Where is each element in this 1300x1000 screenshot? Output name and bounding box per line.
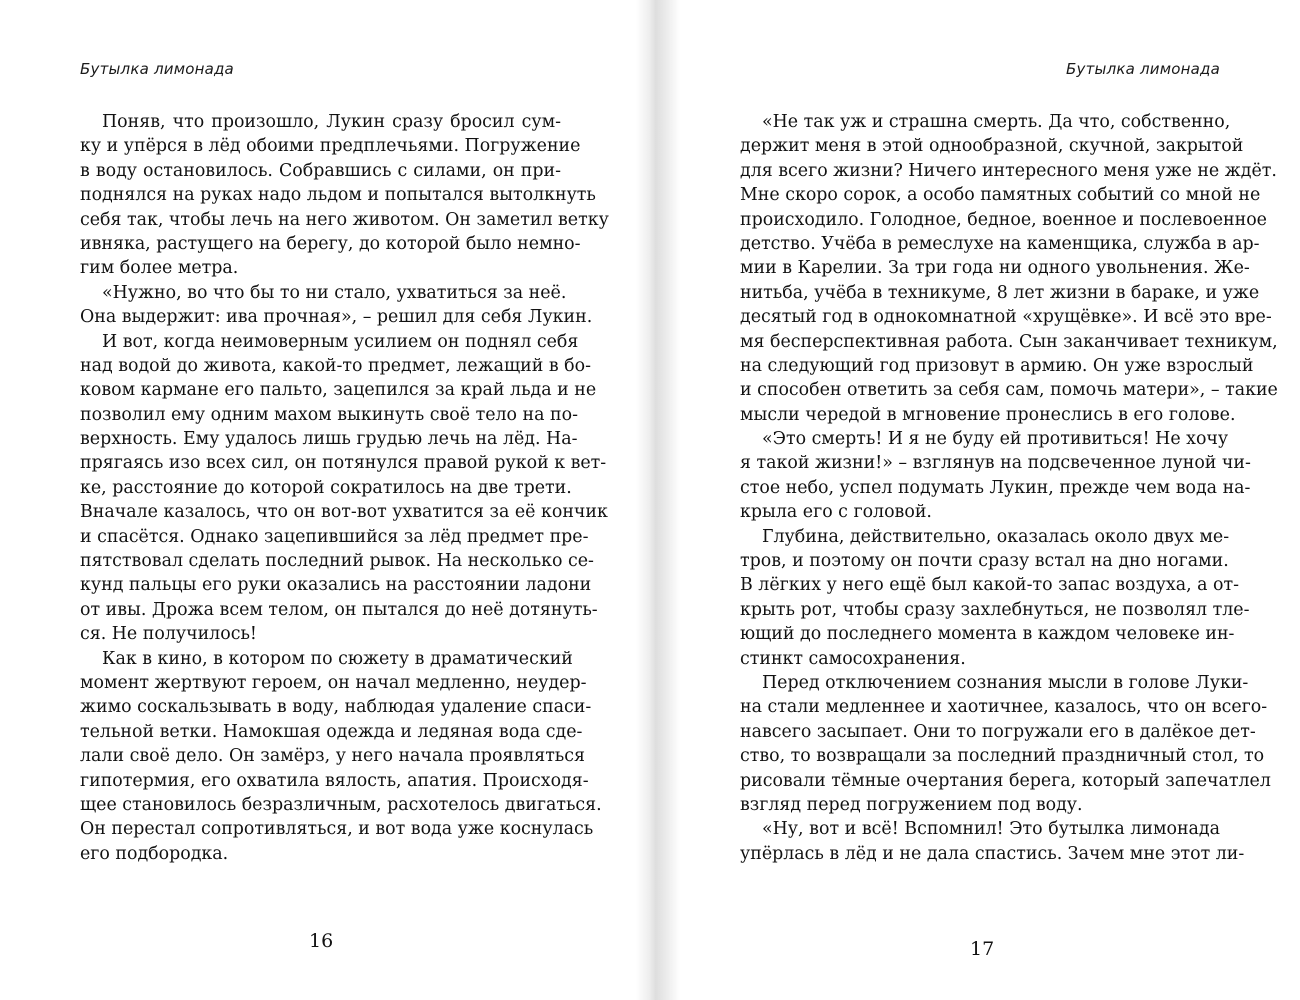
page-number: 16: [309, 930, 334, 952]
text-line: Как в кино, в котором по сюжету в драматический: [102, 648, 573, 669]
text-line: Мне скоро сорок, а особо памятных событий со мной не: [740, 185, 1261, 206]
text-line: крыла его с головой.: [740, 502, 932, 523]
text-line: я такой жизни!» – взглянув на подсвеченное луной чи-: [740, 453, 1251, 474]
text-line: жимо соскальзывать в воду, наблюдая удаление спаси-: [80, 697, 592, 718]
text-line: взгляд перед погружением под воду.: [740, 794, 1083, 815]
text-line: Вначале казалось, что он вот-вот ухватится за её кончик: [80, 502, 608, 523]
text-line: кунд пальцы его руки оказались на расстоянии ладони: [80, 575, 592, 596]
text-line: «Не так уж и страшна смерть. Да что, собственно,: [762, 112, 1231, 132]
text-line: «Это смерть! И я не буду ей противиться! Не хочу: [762, 429, 1229, 450]
text-line: Глубина, действительно, оказалась около двух ме-: [762, 526, 1230, 547]
text-line: мысли чередой в мгновение пронеслись в его голове.: [740, 404, 1236, 425]
page-gutter-shadow: [636, 0, 680, 1000]
text-line: В лёгких у него ещё был какой-то запас воздуха, а от-: [740, 575, 1239, 596]
text-line: рисовали тёмные очертания берега, который запечатлел: [740, 770, 1271, 791]
text-line: от ивы. Дрожа всем телом, он пытался до неё дотянуть-: [80, 599, 598, 620]
text-line: крыть рот, чтобы сразу захлебнуться, не позволял тле-: [740, 599, 1250, 620]
text-line: детство. Учёба в ремеслухе на каменщика, служба в ар-: [740, 233, 1260, 254]
text-line: ковом кармане его пальто, зацепился за край льда и не: [80, 380, 597, 401]
text-line: верхность. Ему удалось лишь грудью лечь на лёд. На-: [80, 429, 578, 450]
text-line: тельной ветки. Намокшая одежда и ледяная вода сде-: [80, 721, 583, 742]
text-line: гипотермия, его охватила вялость, апатия. Происходя-: [80, 770, 589, 791]
page-number: 17: [970, 938, 995, 960]
body-text: [740, 110, 1278, 866]
text-line: тров, и поэтому он почти сразу встал на дно ногами.: [740, 551, 1229, 572]
text-line: Перед отключением сознания мысли в голове Луки-: [762, 672, 1249, 693]
text-line: десятый год в однокомнатной «хрущёвке». И всё это вре-: [740, 307, 1272, 328]
text-line: нитьба, учёба в техникуме, 8 лет жизни в бараке, и уже: [740, 282, 1260, 303]
text-line: держит меня в этой однообразной, скучной, закрытой: [740, 136, 1244, 157]
text-line: над водой до живота, какой-то предмет, лежащий в бо-: [80, 355, 591, 376]
text-line: себя так, чтобы лечь на него животом. Он заметил ветку: [80, 209, 609, 230]
text-line: Она выдержит: ива прочная», – решил для себя Лукин.: [80, 307, 593, 328]
text-line: ку и упёрся в лёд обоими предплечьями. Погружение: [80, 136, 581, 157]
text-line: лали своё дело. Он замёрз, у него начала проявляться: [80, 746, 585, 767]
running-head: Бутылка лимонада: [1066, 60, 1220, 78]
text-line: гим более метра.: [80, 258, 239, 279]
text-line: упёрлась в лёд и не дала спастись. Зачем мне этот ли-: [740, 843, 1245, 864]
body-text: [80, 110, 609, 866]
text-line: ивняка, растущего на берегу, до которой было немно-: [80, 233, 581, 254]
text-line: ся. Не получилось!: [80, 624, 257, 645]
text-line: стое небо, успел подумать Лукин, прежде чем вода на-: [740, 477, 1251, 498]
text-line: пятствовал сделать последний рывок. На несколько се-: [80, 551, 594, 572]
text-line: на стали медленнее и хаотичнее, казалось, что он всего-: [740, 697, 1268, 718]
text-line: на следующий год призовут в армию. Он уже взрослый: [740, 355, 1254, 376]
text-line: щее становилось безразличным, расхотелось двигаться.: [80, 794, 602, 815]
text-line: ке, расстояние до которой сократилось на две трети.: [80, 477, 572, 498]
text-line: позволил ему одним махом выкинуть своё тело на по-: [80, 404, 578, 425]
text-line: мя бесперспективная работа. Сын заканчивает техникум,: [740, 331, 1278, 352]
right-page: [650, 0, 1300, 1000]
text-line: и способен ответить за себя сам, помочь матери», – такие: [740, 380, 1278, 401]
text-line: прягаясь изо всех сил, он потянулся правой рукой к вет-: [80, 453, 607, 474]
text-line: Поняв, что произошло, Лукин сразу бросил сум-: [102, 112, 561, 132]
text-line: стинкт самосохранения.: [740, 648, 966, 669]
text-line: в воду остановилось. Собравшись с силами, он при-: [80, 160, 561, 181]
text-line: ство, то возвращали за последний праздничный стол, то: [740, 746, 1265, 767]
text-line: «Нужно, во что бы то ни стало, ухватиться за неё.: [102, 282, 567, 303]
text-line: ющий до последнего момента в каждом человеке ин-: [740, 624, 1235, 645]
text-line: момент жертвуют героем, он начал медленно, неудер-: [80, 672, 587, 693]
text-line: Он перестал сопротивляться, и вот вода уже коснулась: [80, 819, 594, 840]
text-line: и спасётся. Однако зацепившийся за лёд предмет пре-: [80, 526, 589, 547]
text-line: навсего засыпает. Они то погружали его в далёкое дет-: [740, 721, 1256, 742]
text-line: мии в Карелии. За три года ни одного увольнения. Же-: [740, 258, 1250, 279]
text-line: «Ну, вот и всё! Вспомнил! Это бутылка лимонада: [762, 819, 1220, 840]
text-line: для всего жизни? Ничего интересного меня уже не ждёт.: [740, 160, 1277, 181]
text-line: И вот, когда неимоверным усилием он поднял себя: [102, 331, 579, 352]
running-head: Бутылка лимонада: [80, 60, 234, 78]
text-line: происходило. Голодное, бедное, военное и послевоенное: [740, 209, 1267, 230]
text-line: его подбородка.: [80, 843, 229, 864]
text-line: поднялся на руках надо льдом и попытался вытолкнуть: [80, 185, 596, 206]
